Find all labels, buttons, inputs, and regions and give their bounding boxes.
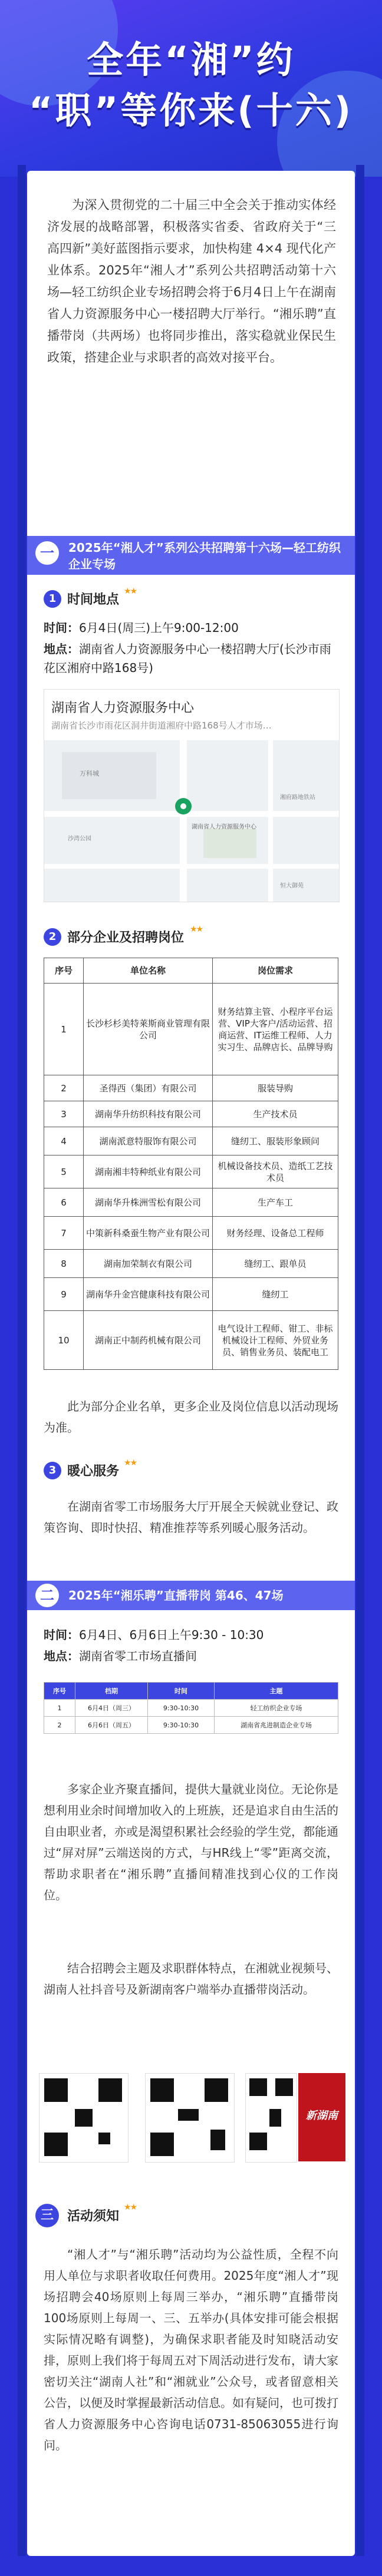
table-cell: 中策新科桑蚕生物产业有限公司 bbox=[84, 1217, 213, 1250]
table-cell: 3 bbox=[44, 1101, 84, 1127]
subsection-number: 1 bbox=[44, 590, 61, 608]
time-label: 时间： bbox=[44, 621, 79, 635]
live-place-line bbox=[44, 1647, 338, 1666]
map-pin-label: 湖南省人力资源服务中心 bbox=[192, 824, 256, 830]
place-label: 地点： bbox=[44, 1649, 79, 1663]
table-cell: 9 bbox=[44, 1278, 84, 1311]
table-cell: 缝纫工、跟单员 bbox=[213, 1250, 338, 1278]
map-poi: 万科城 bbox=[80, 770, 99, 777]
company-table bbox=[44, 958, 338, 1370]
content-card bbox=[27, 171, 355, 2556]
table-row bbox=[44, 1700, 338, 1717]
table-cell: 圣得西（集团）有限公司 bbox=[84, 1075, 213, 1101]
footer-bar bbox=[0, 2556, 382, 2576]
star-icon: ★★ bbox=[124, 1458, 137, 1468]
section-badge: 三 bbox=[35, 2204, 59, 2227]
table-cell: 轻工纺织企业专场 bbox=[215, 1700, 338, 1717]
time-value: 6月4日、6月6日上午9:30 - 10:30 bbox=[79, 1628, 264, 1642]
table-header: 序号 bbox=[44, 1683, 75, 1700]
table-cell: 2 bbox=[44, 1717, 75, 1734]
intro-paragraph: 为深入贯彻党的二十届三中全会关于推动实体经济发展的战略部署，积极落实省委、省政府关于“三高四新”美好蓝图指示要求，加快构建 4×4 现代化产业体系。2025年“湘人才”系列公共招聘活动第十六场—轻工纺织企业专场招聘会将于6月4日上午在湖南省人力资源服务中心一楼招聘大厅举行。“湘乐聘”直播带岗（共两场）也将同步推出，落实稳就业保民生政策，搭建企业与求职者的高效对接平台。 bbox=[47, 198, 336, 365]
section-2-title: 2025年“湘乐聘”直播带岗 第46、47场 bbox=[68, 1588, 284, 1602]
map-poi: 湘府路地铁站 bbox=[280, 794, 315, 801]
table-row bbox=[44, 1717, 338, 1734]
table-row bbox=[44, 1188, 338, 1217]
table-cell: 5 bbox=[44, 1155, 84, 1188]
qr-code-new-hunan[interactable] bbox=[245, 2073, 297, 2163]
table-cell: 2 bbox=[44, 1075, 84, 1101]
location-map[interactable] bbox=[44, 689, 340, 902]
table-row bbox=[44, 1250, 338, 1278]
star-icon: ★★ bbox=[190, 925, 203, 934]
table-cell: 长沙杉杉美特莱斯商业管理有限公司 bbox=[84, 984, 213, 1075]
time-label: 时间： bbox=[44, 1628, 79, 1642]
right-stripe bbox=[356, 165, 364, 2568]
table-cell: 生产技术员 bbox=[213, 1101, 338, 1127]
time-line bbox=[44, 618, 338, 637]
table-row bbox=[44, 1278, 338, 1311]
table-cell: 湖南湘丰特种纸业有限公司 bbox=[84, 1155, 213, 1188]
table-cell: 财务经理、设备总工程师 bbox=[213, 1217, 338, 1250]
place-value: 湖南省零工市场直播间 bbox=[79, 1649, 197, 1663]
table-row bbox=[44, 1127, 338, 1155]
table-row bbox=[44, 1075, 338, 1101]
table-cell: 电气设计工程师、钳工、非标机械设计工程师、外贸业务员、销售业务员、装配电工 bbox=[213, 1311, 338, 1370]
hero-title-line2: “职”等你来(十六) bbox=[28, 89, 354, 132]
table-cell: 缝纫工 bbox=[213, 1278, 338, 1311]
map-poi: 恒大御苑 bbox=[280, 883, 304, 889]
table-note: 此为部分企业名单，更多企业及岗位信息以活动现场为准。 bbox=[44, 1399, 338, 1435]
subsection-number: 2 bbox=[44, 928, 61, 946]
table-cell: 1 bbox=[44, 984, 84, 1075]
table-cell: 8 bbox=[44, 1250, 84, 1278]
section-badge: 一 bbox=[35, 541, 59, 565]
live-schedule-table bbox=[44, 1682, 338, 1734]
table-header: 岗位需求 bbox=[213, 958, 338, 984]
table-cell: 财务结算主管、小程序平台运营、VIP大客户/活动运营、招商运营、IT运维工程师、人力实习生、品牌店长、品牌导购 bbox=[213, 984, 338, 1075]
table-cell: 湖南加荣制衣有限公司 bbox=[84, 1250, 213, 1278]
table-header: 主题 bbox=[215, 1683, 338, 1700]
table-cell: 湖南华升株洲雪松有限公司 bbox=[84, 1188, 213, 1217]
notice-paragraph: “湘人才”与“湘乐聘”活动均为公益性质，全程不向用人单位与求职者收取任何费用。2025年度“湘人才”现场招聘会40场原则上每周三举办，“湘乐聘”直播带岗100场原则上每周一、三、五举办(具体安排可能会根据实际情况略有调整)，为确保求职者能及时知晓活动安排，原则上我们将于每周五对下周活动进行发布，请大家密切关注“湖南人社”和“湘就业”公众号，或者留意相关公告，以便及时掌握最新活动信息。如有疑问，也可拨打省人力资源服务中心咨询电话0731-85063055进行询问。 bbox=[44, 2247, 338, 2452]
qr-code-douyin[interactable] bbox=[145, 2073, 235, 2163]
new-hunan-logo bbox=[298, 2073, 345, 2161]
table-header: 序号 bbox=[44, 958, 84, 984]
logo-text: 新湖南 bbox=[306, 2110, 338, 2122]
table-cell: 6月4日（周三） bbox=[75, 1700, 148, 1717]
place-line bbox=[44, 640, 338, 677]
subsection-number: 3 bbox=[44, 1462, 61, 1479]
table-header: 单位名称 bbox=[84, 958, 213, 984]
table-header: 档期 bbox=[75, 1683, 148, 1700]
service-paragraph: 在湖南省零工市场服务大厅开展全天候就业登记、政策咨询、即时快招、精准推荐等系列暖心服务活动。 bbox=[44, 1499, 338, 1535]
table-cell: 服装导购 bbox=[213, 1075, 338, 1101]
map-poi: 沙湾公园 bbox=[68, 836, 91, 842]
place-label: 地点： bbox=[44, 642, 79, 656]
section-1-header bbox=[27, 536, 355, 575]
hero-title-line1: 全年“湘”约 bbox=[87, 38, 295, 81]
map-header bbox=[44, 690, 339, 740]
live-paragraph-1: 多家企业齐聚直播间，提供大量就业岗位。无论你是想利用业余时间增加收入的上班族，还是追求自由生活的自由职业者，亦或是渴望积累社会经验的学生党，都能通过“屏对屏”云端送岗的方式，与HR线上“零”距离交流，帮助求职者在“湘乐聘”直播间精准找到心仪的工作岗位。 bbox=[44, 1782, 338, 1902]
map-title: 湖南省人力资源服务中心 bbox=[51, 701, 195, 716]
live-paragraph-2: 结合招聘会主题及求职群体特点，在湘就业视频号、湖南人社抖音号及新湖南客户端举办直播带岗活动。 bbox=[44, 1961, 338, 1996]
subsection-label: 部分企业及招聘岗位 bbox=[67, 931, 185, 945]
table-header: 时间 bbox=[148, 1683, 215, 1700]
table-cell: 4 bbox=[44, 1127, 84, 1155]
table-cell: 10 bbox=[44, 1311, 84, 1370]
time-value: 6月4日(周三)上午9:00-12:00 bbox=[79, 621, 239, 635]
table-cell: 湖南省兆进制造企业专场 bbox=[215, 1717, 338, 1734]
table-cell: 9:30-10:30 bbox=[148, 1717, 215, 1734]
table-cell: 7 bbox=[44, 1217, 84, 1250]
table-cell: 机械设备技术员、造纸工艺技术员 bbox=[213, 1155, 338, 1188]
table-cell: 生产车工 bbox=[213, 1188, 338, 1217]
table-row bbox=[44, 1155, 338, 1188]
live-time-line bbox=[44, 1625, 338, 1644]
table-row bbox=[44, 984, 338, 1075]
table-header-row bbox=[44, 1683, 338, 1700]
table-cell: 6 bbox=[44, 1188, 84, 1217]
table-cell: 6月6日（周五） bbox=[75, 1717, 148, 1734]
star-icon: ★★ bbox=[124, 2203, 137, 2212]
table-cell: 湖南华升纺织科技有限公司 bbox=[84, 1101, 213, 1127]
table-row bbox=[44, 1101, 338, 1127]
left-stripe bbox=[18, 165, 26, 2568]
place-value: 湖南省人力资源服务中心一楼招聘大厅(长沙市雨花区湘府中路168号) bbox=[44, 642, 331, 675]
table-cell: 湖南派意特服饰有限公司 bbox=[84, 1127, 213, 1155]
table-row bbox=[44, 1217, 338, 1250]
subsection-label: 暖心服务 bbox=[67, 1464, 120, 1479]
qr-code-wechat-channel[interactable] bbox=[39, 2073, 129, 2163]
subsection-label: 时间地点 bbox=[67, 592, 120, 607]
table-cell: 1 bbox=[44, 1700, 75, 1717]
hero-banner bbox=[0, 0, 382, 177]
section-badge: 二 bbox=[35, 1584, 59, 1607]
map-canvas bbox=[44, 740, 339, 902]
section-3-title: 活动须知 bbox=[67, 2209, 120, 2224]
table-cell: 湖南正中制药机械有限公司 bbox=[84, 1311, 213, 1370]
table-cell: 9:30-10:30 bbox=[148, 1700, 215, 1717]
table-row bbox=[44, 1311, 338, 1370]
section-2-header bbox=[27, 1581, 355, 1610]
table-cell: 缝纫工、服装形象顾问 bbox=[213, 1127, 338, 1155]
section-1-title: 2025年“湘人才”系列公共招聘第十六场—轻工纺织企业专场 bbox=[68, 541, 341, 571]
table-cell: 湖南华升金宫健康科技有限公司 bbox=[84, 1278, 213, 1311]
star-icon: ★★ bbox=[124, 587, 137, 596]
table-header-row bbox=[44, 958, 338, 984]
map-address: 湖南省长沙市雨花区洞井街道湘府中路168号人才市场… bbox=[51, 720, 272, 731]
